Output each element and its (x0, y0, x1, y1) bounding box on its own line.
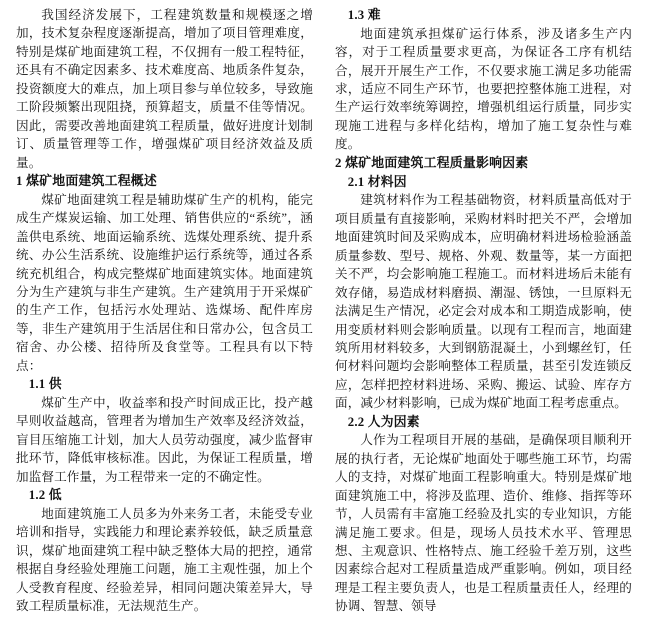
heading-1-2-low: 1.2 低 (28, 488, 62, 503)
heading-2-quality-influencing-factors: 2 煤矿地面建筑工程质量影响因素 (335, 155, 529, 170)
left-column (16, 6, 313, 619)
heading-2-1-material-factors: 2.1 材料因 (347, 174, 407, 189)
paragraph-1-1-body: 煤矿生产中，收益率和投产时间成正比，投产越早则收益越高，管理者为增加生产效率及经济效益，盲目压缩施工计划，加大人员劳动强度，减少监督审批环节，降低审核标准。因此，为保证工程质量，增加监督工作量，为工程带来一定的不确定性。 (16, 395, 313, 484)
paragraph-overview-1: 煤矿地面建筑工程是辅助煤矿生产的机构，能完成生产煤炭运输、加工处理、销售供应的“系统”，涵盖供电系统、地面运输系统、选煤处理系统、提升系统、办公生活系统、设施维护运行系统等，通过各系统充机组合，构成完整煤矿地面建筑实体。地面建筑分为生产建筑与非生产建筑。生产建筑用于开采煤矿的生产工作，包括污水处理站、选煤场、配件库房等，非生产建筑用于生活居住和日常办公，包含员工宿舍、办公楼、招待所及食堂等。工程具有以下特点： (16, 192, 313, 373)
paragraph-2-1-body: 建筑材料作为工程基础物资，材料质量高低对于项目质量有直接影响，采购材料时把关不严，会增加地面建筑时间及采购成本，应明确材料进场检验涵盖质量参数、型号、规格、外观、数量等，某一方面把关不严，均会影响施工程施工。而材料进场后未能有效存储，易造成材料磨损、潮湿、锈蚀，一旦原料无法满足生产情况，必定会对成本和工期造成影响，使用变质材料则会影响质量。以现有工程而言，地面建筑所用材料较多，大到钢筋混凝土，小到螺丝钉，任何材料问题均会影响整体工程质量，甚至引发连锁反应，怎样把控材料进场、采购、搬运、试验、库存方面，减少材料影响，已成为煤矿地面工程考虑重点。 (335, 193, 632, 411)
right-column (335, 6, 632, 619)
paragraph-intro-1: 我国经济发展下，工程建筑数量和规模逐之增加，技术复杂程度逐渐提高，增加了项目管理难度，特别是煤矿地面建筑工程，不仅拥有一般工程特征，还具有不确定因素多、技术难度高、地质条件复杂，投资额度大的难点，加上项目参与单位较多，导致施工阶段频繁出现阻挠，预算超支，质量不佳等情况。因此，需要改善地面建筑工程质量，做好进度计划制订、质量管理等工作，增强煤矿项目经济效益及质量。 (16, 8, 313, 170)
paragraph-2-2-body: 人作为工程项目开展的基础，是确保项目顺利开展的执行者，无论煤矿地面处于哪些施工环节，均需人的支持，对煤矿地面工程影响重大。特别是煤矿地面建筑施工中，将涉及监理、造价、维修、指挥等环节，人员需有丰富施工经验及扎实的专业知识，方能满足施工要求。但是，现场人员技术水平、管理思想、主观意识、性格特点、施工经验千差万别，这些因素综合起对工程质量造成严重影响。例如，项目经理是工程主要负责人，也是工程质量责任人，经理的协调、智慧、领导 (335, 433, 632, 614)
heading-2-2-human-factors: 2.2 人为因素 (347, 414, 420, 429)
heading-1-1-high: 1.1 供 (28, 377, 62, 392)
paragraph-1-2-body: 地面建筑施工人员多为外来务工者，未能受专业培训和指导，实践能力和理论素养较低，缺乏质量意识，煤矿地面建筑工程中缺乏整体大局的把控，通常根据自身经验处理施工问题，施工主观性强，加上个人受教育程度、经验差异，相同问题决策差异大，导致工程质量标准，无法规范生产。 (16, 506, 313, 614)
heading-1-3-difficult: 1.3 难 (347, 8, 381, 22)
paragraph-1-3-body: 地面建筑承担煤矿运行体系，涉及诸多生产内容，对于工程质量要求更高，为保证各工序有机结合，展开开展生产工作，不仅要求施工满足多功能需求，适应不同生产环节，也要把控整体施工进程，对生产运行效率统筹调控，增强机组运行质量，同步实现施工进程与多样化结构，增加了施工复杂性与难度。 (335, 26, 632, 152)
heading-1-coal-mine-surface-building-overview: 1 煤矿地面建筑工程概述 (16, 173, 157, 188)
